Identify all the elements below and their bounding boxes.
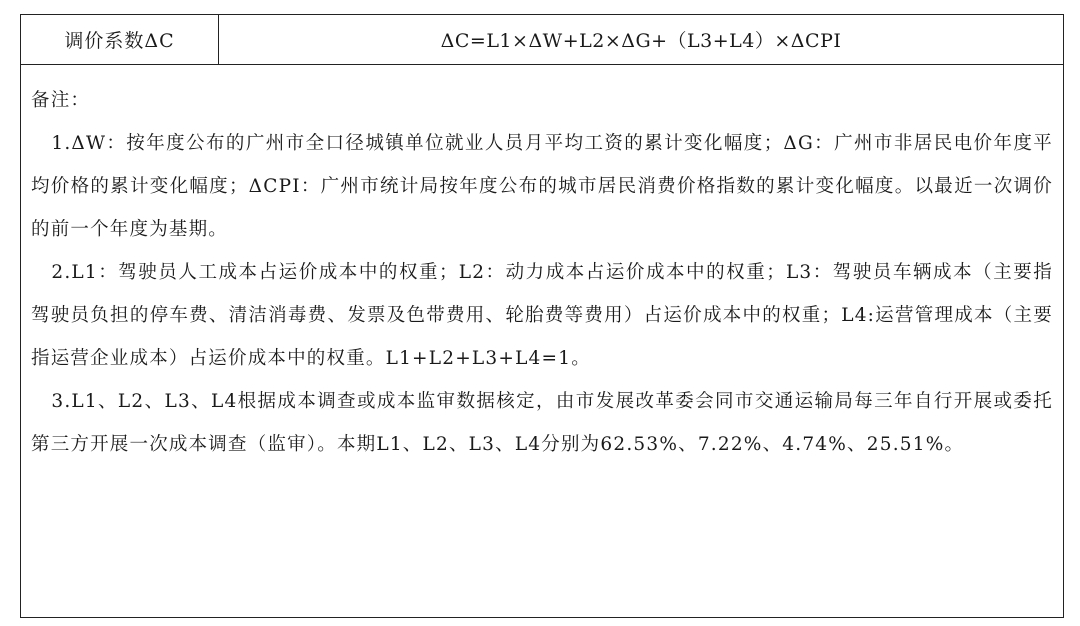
note-item-1: 1.ΔW：按年度公布的广州市全口径城镇单位就业人员月平均工资的累计变化幅度；ΔG：广州市非居民电价年度平均价格的累计变化幅度；ΔCPI：广州市统计局按年度公布的城市居民消费价格指数的累计变化幅度。以最近一次调价的前一个年度为基期。 xyxy=(31,133,1053,240)
formula-row xyxy=(21,15,1063,65)
note-item-2: 2.L1：驾驶员人工成本占运价成本中的权重；L2：动力成本占运价成本中的权重；L3：驾驶员车辆成本（主要指驾驶员负担的停车费、清洁消毒费、发票及色带费用、轮胎费等费用）占运价成本中的权重；L4:运营管理成本（主要指运营企业成本）占运价成本中的权重。L1+L2+L3+L4=1。 xyxy=(31,262,1053,369)
price-adjustment-table xyxy=(20,14,1064,618)
notes-title: 备注： xyxy=(31,90,91,111)
coefficient-label-cell: 调价系数ΔC xyxy=(21,15,219,64)
note-item-3: 3.L1、L2、L3、L4根据成本调查或成本监审数据核定，由市发展改革委会同市交通运输局每三年自行开展或委托第三方开展一次成本调查（监审）。本期L1、L2、L3、L4分别为62.53%、7.22%、4.74%、25.51%。 xyxy=(31,391,1053,455)
notes-section xyxy=(21,65,1063,466)
formula-cell: ΔC=L1×ΔW+L2×ΔG+（L3+L4）×ΔCPI xyxy=(440,30,842,52)
